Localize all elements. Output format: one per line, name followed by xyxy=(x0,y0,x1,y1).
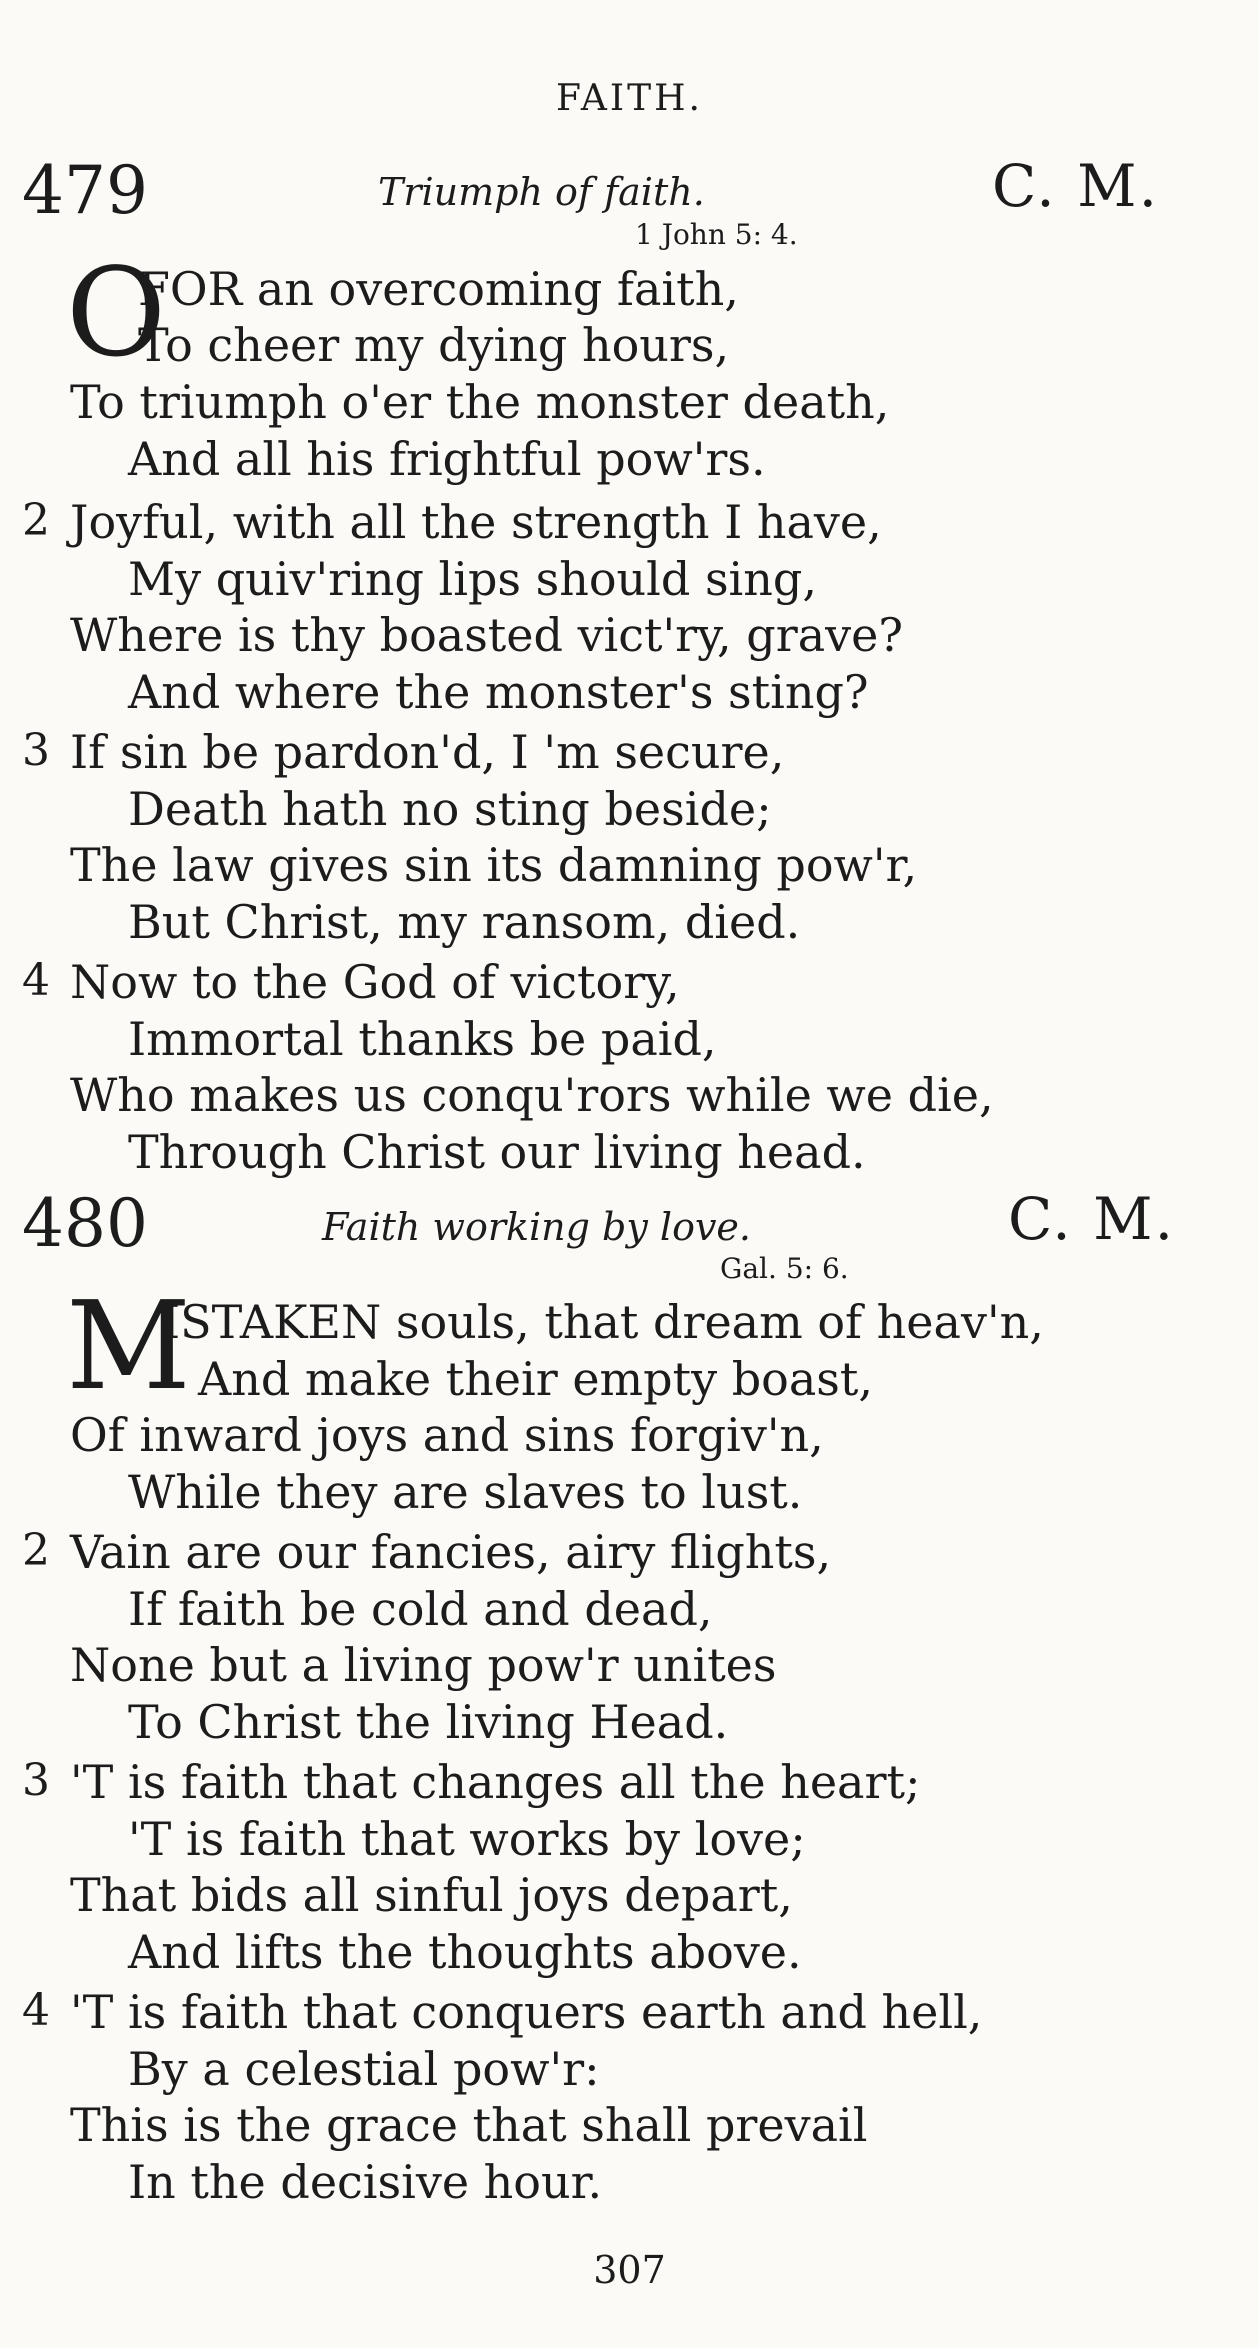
verse-line: In the decisive hour. xyxy=(128,2155,603,2209)
verse-line: Of inward joys and sins forgiv'n, xyxy=(70,1408,824,1462)
hymn-meter: C. M. xyxy=(1008,1185,1176,1253)
hymn-number: 479 xyxy=(22,152,148,229)
hymn-number: 480 xyxy=(22,1185,148,1262)
page-header: FAITH. xyxy=(556,78,703,119)
verse-number: 4 xyxy=(22,1985,50,2036)
scripture-reference: Gal. 5: 6. xyxy=(720,1252,849,1285)
verse-line: And lifts the thoughts above. xyxy=(128,1925,802,1979)
verse-line: Where is thy boasted vict'ry, grave? xyxy=(70,608,904,662)
hymn-title: Triumph of faith. xyxy=(378,170,705,214)
verse-line: And where the monster's sting? xyxy=(128,665,869,719)
verse-number: 3 xyxy=(22,725,50,776)
hymn-title: Faith working by love. xyxy=(322,1205,751,1249)
verse-number: 4 xyxy=(22,955,50,1006)
verse-line: 'T is faith that changes all the heart; xyxy=(70,1755,921,1809)
verse-line: The law gives sin its damning pow'r, xyxy=(70,838,918,892)
verse-line: 'T is faith that works by love; xyxy=(128,1812,806,1866)
verse-line: To Christ the living Head. xyxy=(128,1695,729,1749)
drop-cap: M xyxy=(66,1275,191,1417)
verse-line: Vain are our fancies, airy flights, xyxy=(70,1525,832,1579)
verse-line: That bids all sinful joys depart, xyxy=(70,1868,793,1922)
verse-number: 2 xyxy=(22,1525,50,1576)
verse-line: To cheer my dying hours, xyxy=(138,318,730,372)
verse-line: And all his frightful pow'rs. xyxy=(128,432,766,486)
verse-line: While they are slaves to lust. xyxy=(128,1465,803,1519)
page-number: 307 xyxy=(593,2248,666,2292)
verse-line: My quiv'ring lips should sing, xyxy=(128,552,817,606)
drop-cap: O xyxy=(66,242,167,384)
verse-line: If faith be cold and dead, xyxy=(128,1582,713,1636)
hymn-meter: C. M. xyxy=(992,152,1160,220)
verse-line: Through Christ our living head. xyxy=(128,1125,866,1179)
verse-line: FOR an overcoming faith, xyxy=(138,262,739,316)
verse-line: And make their empty boast, xyxy=(198,1352,873,1406)
verse-line: Immortal thanks be paid, xyxy=(128,1012,717,1066)
verse-line: Now to the God of victory, xyxy=(70,955,680,1009)
verse-number: 2 xyxy=(22,495,50,546)
verse-line: ISTAKEN souls, that dream of heav'n, xyxy=(162,1295,1044,1349)
verse-line: This is the grace that shall prevail xyxy=(70,2098,868,2152)
verse-line: None but a living pow'r unites xyxy=(70,1638,777,1692)
scripture-reference: 1 John 5: 4. xyxy=(635,218,798,251)
verse-line: But Christ, my ransom, died. xyxy=(128,895,801,949)
verse-line: 'T is faith that conquers earth and hell, xyxy=(70,1985,983,2039)
verse-line: Who makes us conqu'rors while we die, xyxy=(70,1068,994,1122)
verse-number: 3 xyxy=(22,1755,50,1806)
verse-line: To triumph o'er the monster death, xyxy=(70,375,890,429)
verse-line: If sin be pardon'd, I 'm secure, xyxy=(70,725,785,779)
verse-line: Joyful, with all the strength I have, xyxy=(70,495,882,549)
verse-line: By a celestial pow'r: xyxy=(128,2042,600,2096)
verse-line: Death hath no sting beside; xyxy=(128,782,772,836)
